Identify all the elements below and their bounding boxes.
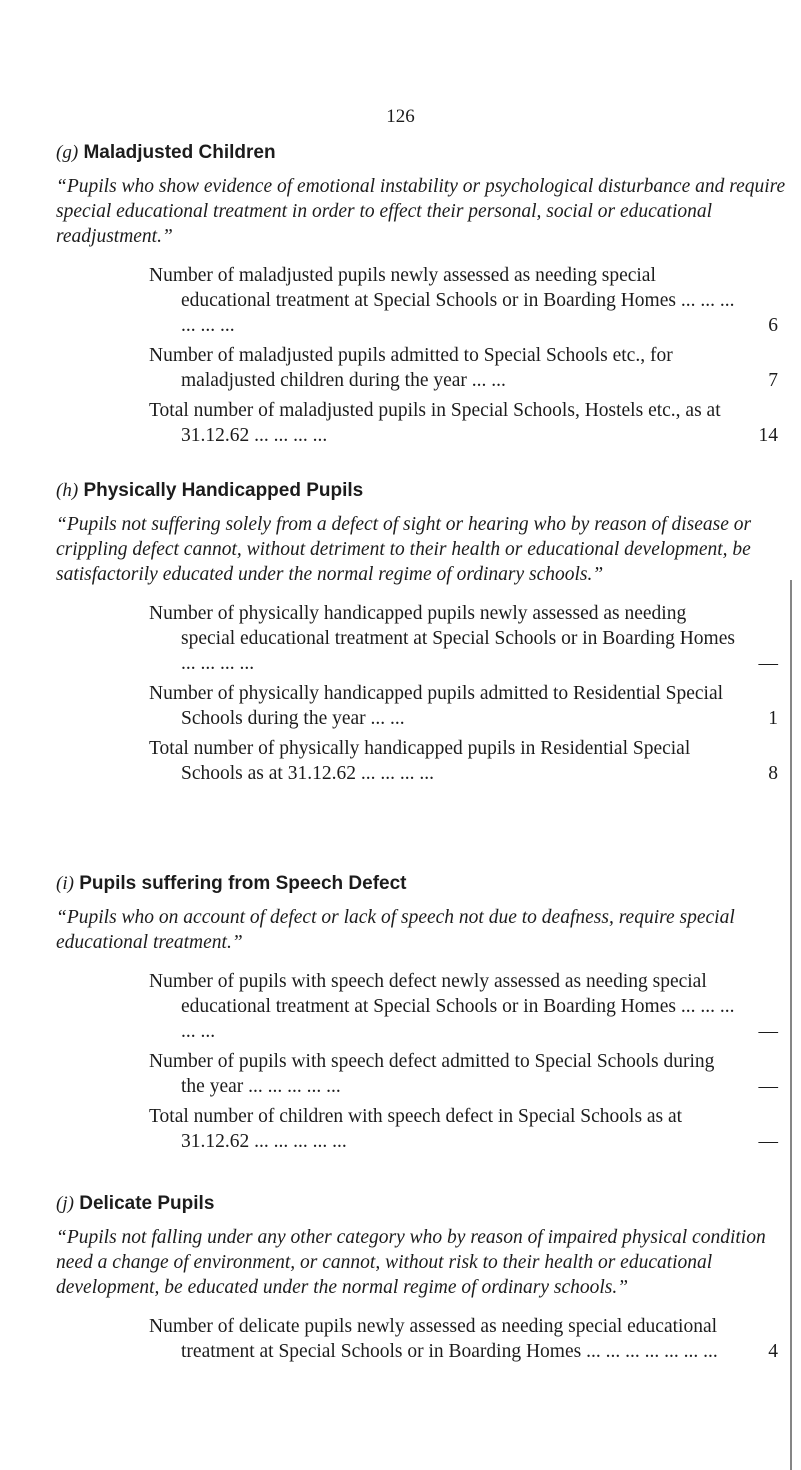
section-definition: “Pupils who show evidence of emotional instability or psychological disturbance and require special educational treatment in order to effect their personal, social or educational readjustment.”	[56, 176, 786, 247]
section-letter: (g)	[56, 142, 79, 163]
section-maladjusted-children	[56, 142, 786, 453]
section-title: Physically Handicapped Pupils	[83, 480, 364, 501]
stat-label: Total number of physically handicapped pupils in Residential Special Schools as at 31.12.62 ... ... ... ...	[149, 738, 691, 784]
stat-label: Number of maladjusted pupils admitted to Special Schools etc., for maladjusted children during the year ... ...	[149, 345, 673, 391]
stat-label: Number of pupils with speech defect newly assessed as needing special educational treatment at Special Schools or in Boarding Homes ... ... ... ... ...	[149, 971, 735, 1042]
stat-row	[149, 1049, 786, 1099]
section-heading	[56, 873, 786, 895]
stat-value: 1	[768, 708, 778, 729]
section-letter: (h)	[56, 480, 79, 501]
stat-row	[149, 681, 786, 731]
stat-value: —	[758, 1021, 778, 1042]
stat-value: 14	[758, 425, 778, 446]
section-heading	[56, 480, 786, 502]
section-physically-handicapped	[56, 480, 786, 791]
stat-row	[149, 736, 786, 786]
section-definition: “Pupils not falling under any other category who by reason of impaired physical condition need a change of environment, or cannot, without risk to their health or educational development, be educated under the normal regime of ordinary schools.”	[56, 1227, 766, 1298]
stat-label: Number of maladjusted pupils newly assessed as needing special educational treatment at Special Schools or in Boarding Homes ... ... ... ... ... ...	[149, 265, 735, 336]
stat-label: Number of delicate pupils newly assessed as needing special educational treatment at Special Schools or in Boarding Homes ... ... ... ... ... ... ...	[149, 1316, 718, 1362]
section-letter: (i)	[56, 873, 74, 894]
stat-row	[149, 398, 786, 448]
stat-value: 8	[768, 763, 778, 784]
section-letter: (j)	[56, 1193, 74, 1214]
section-title: Delicate Pupils	[79, 1193, 215, 1214]
stat-value: 4	[768, 1341, 778, 1362]
stat-row	[149, 343, 786, 393]
stat-value: 6	[768, 315, 778, 336]
stat-row	[149, 601, 786, 676]
section-title: Maladjusted Children	[83, 142, 276, 163]
stat-label: Total number of maladjusted pupils in Special Schools, Hostels etc., as at 31.12.62 ... ... ... ...	[149, 400, 721, 446]
stat-label: Number of physically handicapped pupils admitted to Residential Special Schools during the year ... ...	[149, 683, 724, 729]
section-definition: “Pupils not suffering solely from a defect of sight or hearing who by reason of disease or crippling defect cannot, without detriment to their health or educational development, be satisfactorily educated under the normal regime of ordinary schools.”	[56, 514, 752, 585]
section-title: Pupils suffering from Speech Defect	[79, 873, 407, 894]
stat-row	[149, 1104, 786, 1154]
stat-value: 7	[768, 370, 778, 391]
stat-value: —	[758, 653, 778, 674]
section-heading	[56, 1193, 786, 1215]
section-speech-defect	[56, 873, 786, 1159]
stat-row	[149, 1314, 786, 1364]
section-heading	[56, 142, 786, 164]
stat-value: —	[758, 1076, 778, 1097]
stat-row	[149, 969, 786, 1044]
section-definition: “Pupils who on account of defect or lack of speech not due to deafness, require special educational treatment.”	[56, 907, 735, 953]
stat-row	[149, 263, 786, 338]
stat-label: Number of pupils with speech defect admitted to Special Schools during the year ... ... ... ... ...	[149, 1051, 715, 1097]
stat-label: Number of physically handicapped pupils newly assessed as needing special educational treatment at Special Schools or in Boarding Homes ... ... ... ...	[149, 603, 735, 674]
page-number: 126	[386, 106, 415, 127]
page-edge-line	[790, 580, 792, 1470]
section-delicate-pupils	[56, 1193, 786, 1369]
stat-value: —	[758, 1131, 778, 1152]
stat-label: Total number of children with speech defect in Special Schools as at 31.12.62 ... ... ... ... ...	[149, 1106, 683, 1152]
